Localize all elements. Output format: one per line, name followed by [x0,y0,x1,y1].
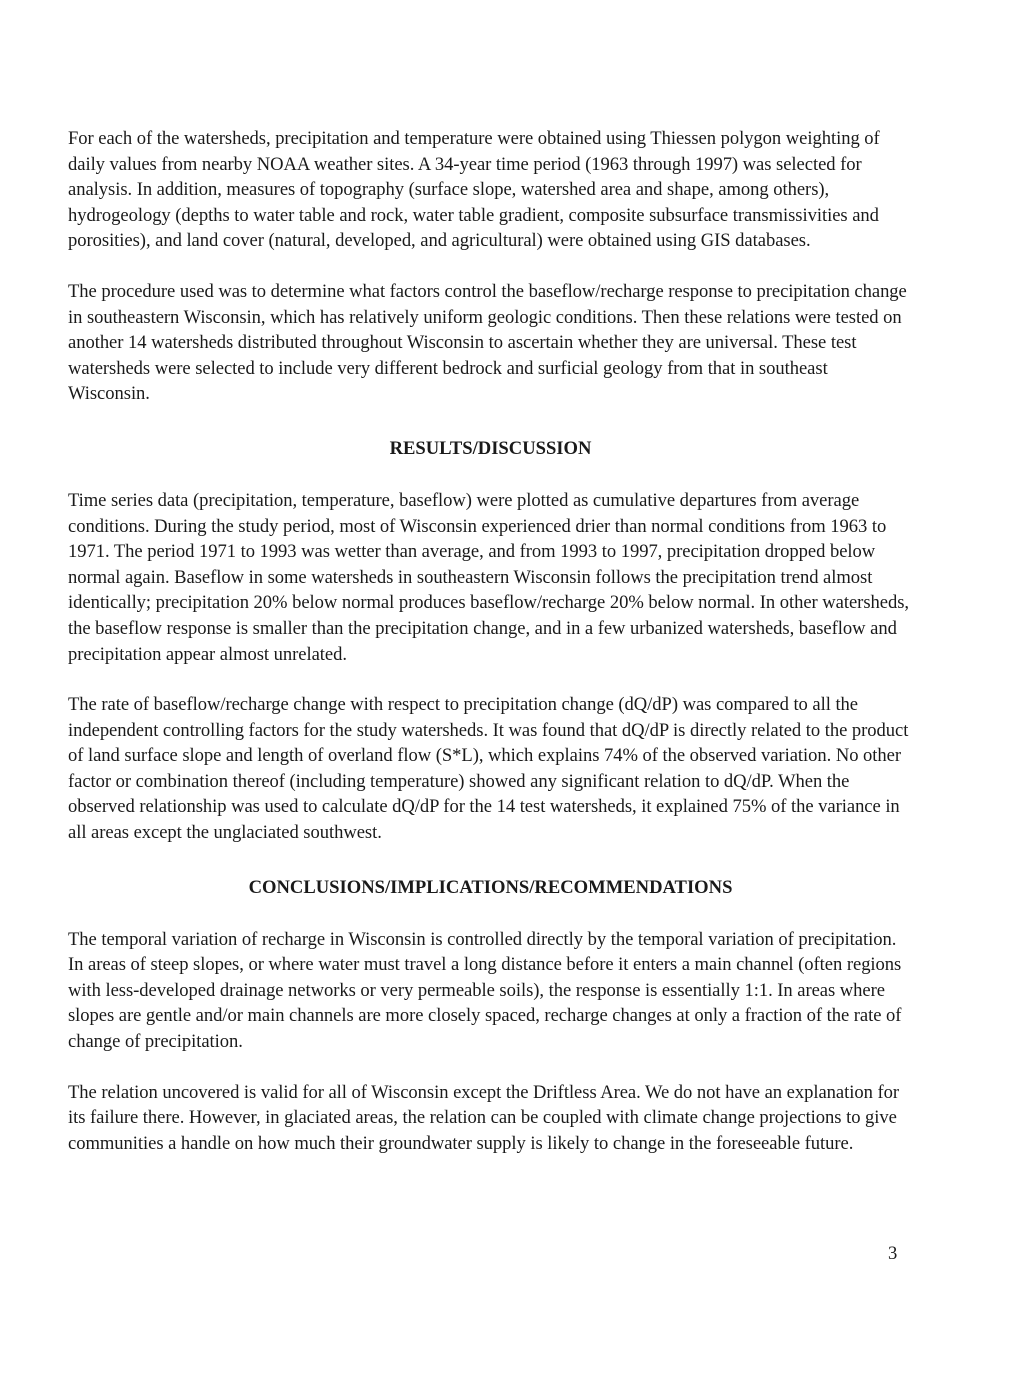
document-body [68,126,913,1156]
paragraph-results-timeseries: Time series data (precipitation, temperature, baseflow) were plotted as cumulative departures from average conditions. During the study period, most of Wisconsin experienced drier than normal conditions from 1963 to 1971. The period 1971 to 1993 was wetter than average, and from 1993 to 1997, precipitation dropped below normal again. Baseflow in some watersheds in southeastern Wisconsin follows the precipitation trend almost identically; precipitation 20% below normal produces baseflow/recharge 20% below normal. In other watersheds, the baseflow response is smaller than the precipitation change, and in a few urbanized watersheds, baseflow and precipitation appear almost unrelated. [68,489,909,665]
paragraph-conclusions-recharge: The temporal variation of recharge in Wisconsin is controlled directly by the temporal variation of precipitation. In areas of steep slopes, or where water must travel a long distance before it enters a main channel (often regions with less-developed drainage networks or very permeable soils), the response is essentially 1:1. In areas where slopes are gentle and/or main channels are more closely spaced, recharge changes at only a fraction of the rate of change of precipitation. [68,928,902,1053]
paragraph-methods-procedure: The procedure used was to determine what factors control the baseflow/recharge response to precipitation change in southeastern Wisconsin, which has relatively uniform geologic conditions. Then these relations were tested on another 14 watersheds distributed throughout Wisconsin to ascertain whether they are universal. These test watersheds were selected to include very different bedrock and surficial geology from that in southeast Wisconsin. [68,280,907,405]
paragraph-conclusions-relation: The relation uncovered is valid for all of Wisconsin except the Driftless Area. We do not have an explanation for its failure there. However, in glaciated areas, the relation can be coupled with climate change projections to give communities a handle on how much their groundwater supply is likely to change in the foreseeable future. [68,1081,899,1154]
paragraph-results-dqdp: The rate of baseflow/recharge change with respect to precipitation change (dQ/dP) was compared to all the independent controlling factors for the study watersheds. It was found that dQ/dP is directly related to the product of land surface slope and length of overland flow (S*L), which explains 74% of the observed variation. No other factor or combination thereof (including temperature) showed any significant relation to dQ/dP. When the observed relationship was used to calculate dQ/dP for the 14 test watersheds, it explained 75% of the variance in all areas except the unglaciated southwest. [68,694,909,844]
section-heading-results: RESULTS/DISCUSSION [389,437,592,459]
section-heading-conclusions: CONCLUSIONS/IMPLICATIONS/RECOMMENDATIONS [248,876,733,898]
paragraph-methods-data: For each of the watersheds, precipitation and temperature were obtained using Thiessen polygon weighting of daily values from nearby NOAA weather sites. A 34-year time period (1963 through 1997) was selected for analysis. In addition, measures of topography (surface slope, watershed area and shape, among others), hydrogeology (depths to water table and rock, water table gradient, composite subsurface transmissivities and porosities), and land cover (natural, developed, and agricultural) were obtained using GIS databases. [68,128,880,252]
page-number: 3 [888,1243,898,1264]
